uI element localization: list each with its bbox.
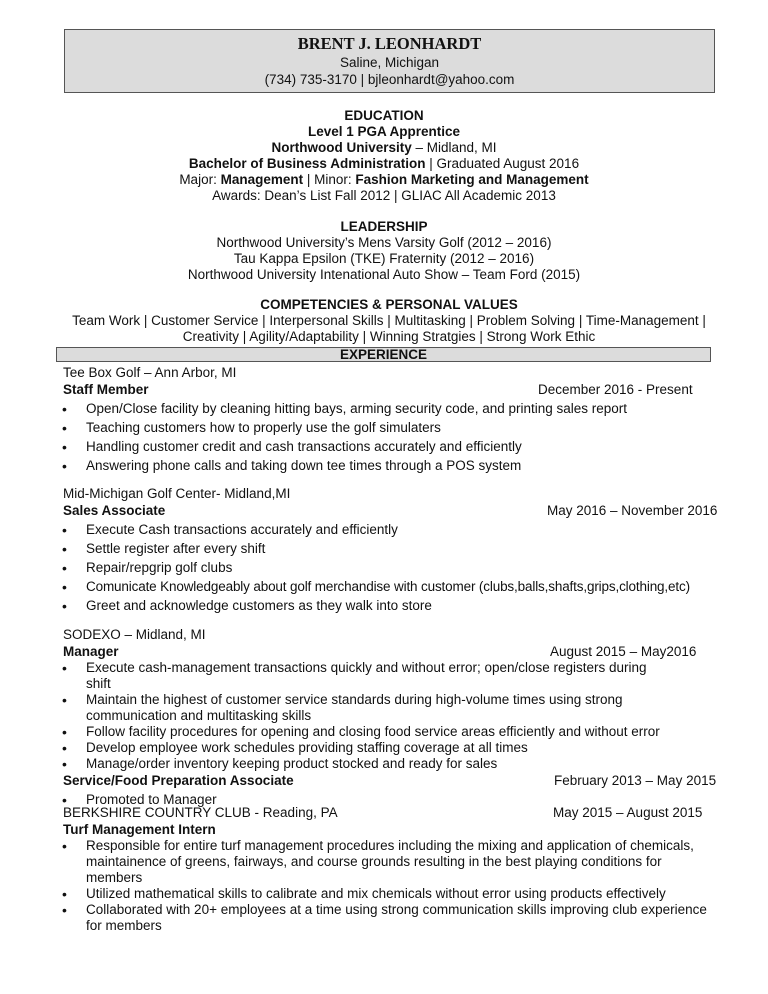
- list-item: • Settle register after every shift: [63, 541, 723, 557]
- candidate-name: BRENT J. LEONHARDT: [297, 34, 482, 53]
- job-role-line-2: [63, 772, 723, 789]
- job-dates: August 2015 – May2016: [550, 644, 697, 659]
- list-item: • Utilized mathematical skills to calibrate and mix chemicals without error using products effectively: [63, 886, 718, 902]
- competencies-line-2: Creativity | Agility/Adaptability | Winning Stratgies | Strong Work Ethic: [182, 329, 596, 344]
- education-pga: Level 1 PGA Apprentice: [307, 124, 461, 139]
- education-section: [48, 108, 720, 204]
- competencies-title: COMPETENCIES & PERSONAL VALUES: [260, 297, 518, 312]
- job-company: Tee Box Golf – Ann Arbor, MI: [63, 365, 237, 380]
- job-company: Mid-Michigan Golf Center- Midland,MI: [63, 486, 291, 501]
- job-role-text: Turf Management Intern: [63, 822, 216, 837]
- list-item: • Answering phone calls and taking down tee times through a POS system: [63, 458, 723, 474]
- job-dates-2: February 2013 – May 2015: [554, 773, 717, 788]
- job-company-line: [63, 804, 723, 821]
- job-company: BERKSHIRE COUNTRY CLUB - Reading, PA: [63, 805, 338, 820]
- education-school-line: [48, 140, 720, 156]
- education-school: Northwood University: [271, 140, 412, 155]
- list-item: • Greet and acknowledge customers as they walk into store: [63, 598, 723, 614]
- education-school-location: – Midland, MI: [411, 140, 497, 155]
- education-graduated: | Graduated August 2016: [425, 156, 580, 171]
- leadership-item: Northwood University Intenational Auto Show – Team Ford (2015): [187, 267, 581, 282]
- job-role-2: Service/Food Preparation Associate: [63, 773, 294, 788]
- list-item: • Promoted to Manager: [63, 792, 723, 808]
- education-major: Management: [220, 172, 304, 187]
- education-degree: Bachelor of Business Administration: [188, 156, 426, 171]
- list-item: • Execute cash-management transactions quickly and without error; open/close registers during shift: [63, 660, 663, 692]
- job-mid-michigan-golf: [63, 485, 723, 614]
- education-major-line: [48, 172, 720, 188]
- list-item: • Collaborated with 20+ employees at a time using strong communication skills improving club experience for members: [63, 902, 718, 934]
- job-role: Staff Member: [63, 382, 149, 397]
- education-minor: Fashion Marketing and Management: [355, 172, 589, 187]
- job-role-line: [63, 502, 723, 519]
- job-bullets: [63, 660, 663, 772]
- competencies-section: [30, 297, 748, 345]
- resume-header: [64, 29, 715, 93]
- candidate-contact: (734) 735-3170 | bjleonhardt@yahoo.com: [264, 72, 515, 87]
- education-title: EDUCATION: [344, 108, 424, 123]
- education-major-label: Major:: [179, 172, 221, 187]
- list-item: • Maintain the highest of customer service standards during high-volume times using strong communication and multitasking skills: [63, 692, 663, 724]
- competencies-line-1: Team Work | Customer Service | Interpersonal Skills | Multitasking | Problem Solving | Time-Management |: [72, 313, 706, 328]
- list-item: • Open/Close facility by cleaning hitting bays, arming security code, and printing sales report: [63, 401, 723, 417]
- job-dates: December 2016 - Present: [538, 382, 693, 397]
- job-bullets: [63, 522, 723, 614]
- job-dates: May 2015 – August 2015: [553, 805, 703, 820]
- list-item: • Teaching customers how to properly use the golf simulaters: [63, 420, 723, 436]
- job-berkshire: [63, 804, 723, 934]
- job-role-line: [63, 643, 723, 660]
- list-item: • Manage/order inventory keeping product stocked and ready for sales: [63, 756, 663, 772]
- education-degree-line: [48, 156, 720, 172]
- list-item: • Develop employee work schedules providing staffing coverage at all times: [63, 740, 663, 756]
- list-item: • Repair/repgrip golf clubs: [63, 560, 723, 576]
- job-tee-box-golf: [63, 364, 723, 474]
- job-role: [63, 821, 723, 838]
- education-minor-label: | Minor:: [303, 172, 356, 187]
- leadership-title: LEADERSHIP: [340, 219, 428, 234]
- experience-title-bar: EXPERIENCE: [56, 347, 711, 362]
- job-dates: May 2016 – November 2016: [547, 503, 718, 518]
- education-awards: Awards: Dean’s List Fall 2012 | GLIAC All Academic 2013: [212, 188, 556, 203]
- leadership-section: [48, 219, 720, 283]
- job-bullets: [63, 401, 723, 474]
- job-company: SODEXO – Midland, MI: [63, 627, 206, 642]
- job-sodexo: [63, 626, 723, 808]
- candidate-location: Saline, Michigan: [339, 55, 440, 70]
- list-item: • Execute Cash transactions accurately and efficiently: [63, 522, 723, 538]
- list-item: • Handling customer credit and cash transactions accurately and efficiently: [63, 439, 723, 455]
- job-role: Manager: [63, 644, 119, 659]
- list-item: • Responsible for entire turf management procedures including the mixing and application of chemicals, maintainence of greens, fairways, and course grounds resulting in the best playing conditions for members: [63, 838, 718, 886]
- job-role: Sales Associate: [63, 503, 166, 518]
- job-role-line: [63, 381, 723, 398]
- leadership-item: Tau Kappa Epsilon (TKE) Fraternity (2012 – 2016): [233, 251, 535, 266]
- job-bullets: [63, 838, 718, 934]
- list-item: • Follow facility procedures for opening and closing food service areas efficiently and without error: [63, 724, 663, 740]
- list-item: • Comunicate Knowledgeably about golf merchandise with customer (clubs,balls,shafts,grips,clothing,etc): [63, 579, 723, 595]
- leadership-item: Northwood University’s Mens Varsity Golf (2012 – 2016): [216, 235, 552, 250]
